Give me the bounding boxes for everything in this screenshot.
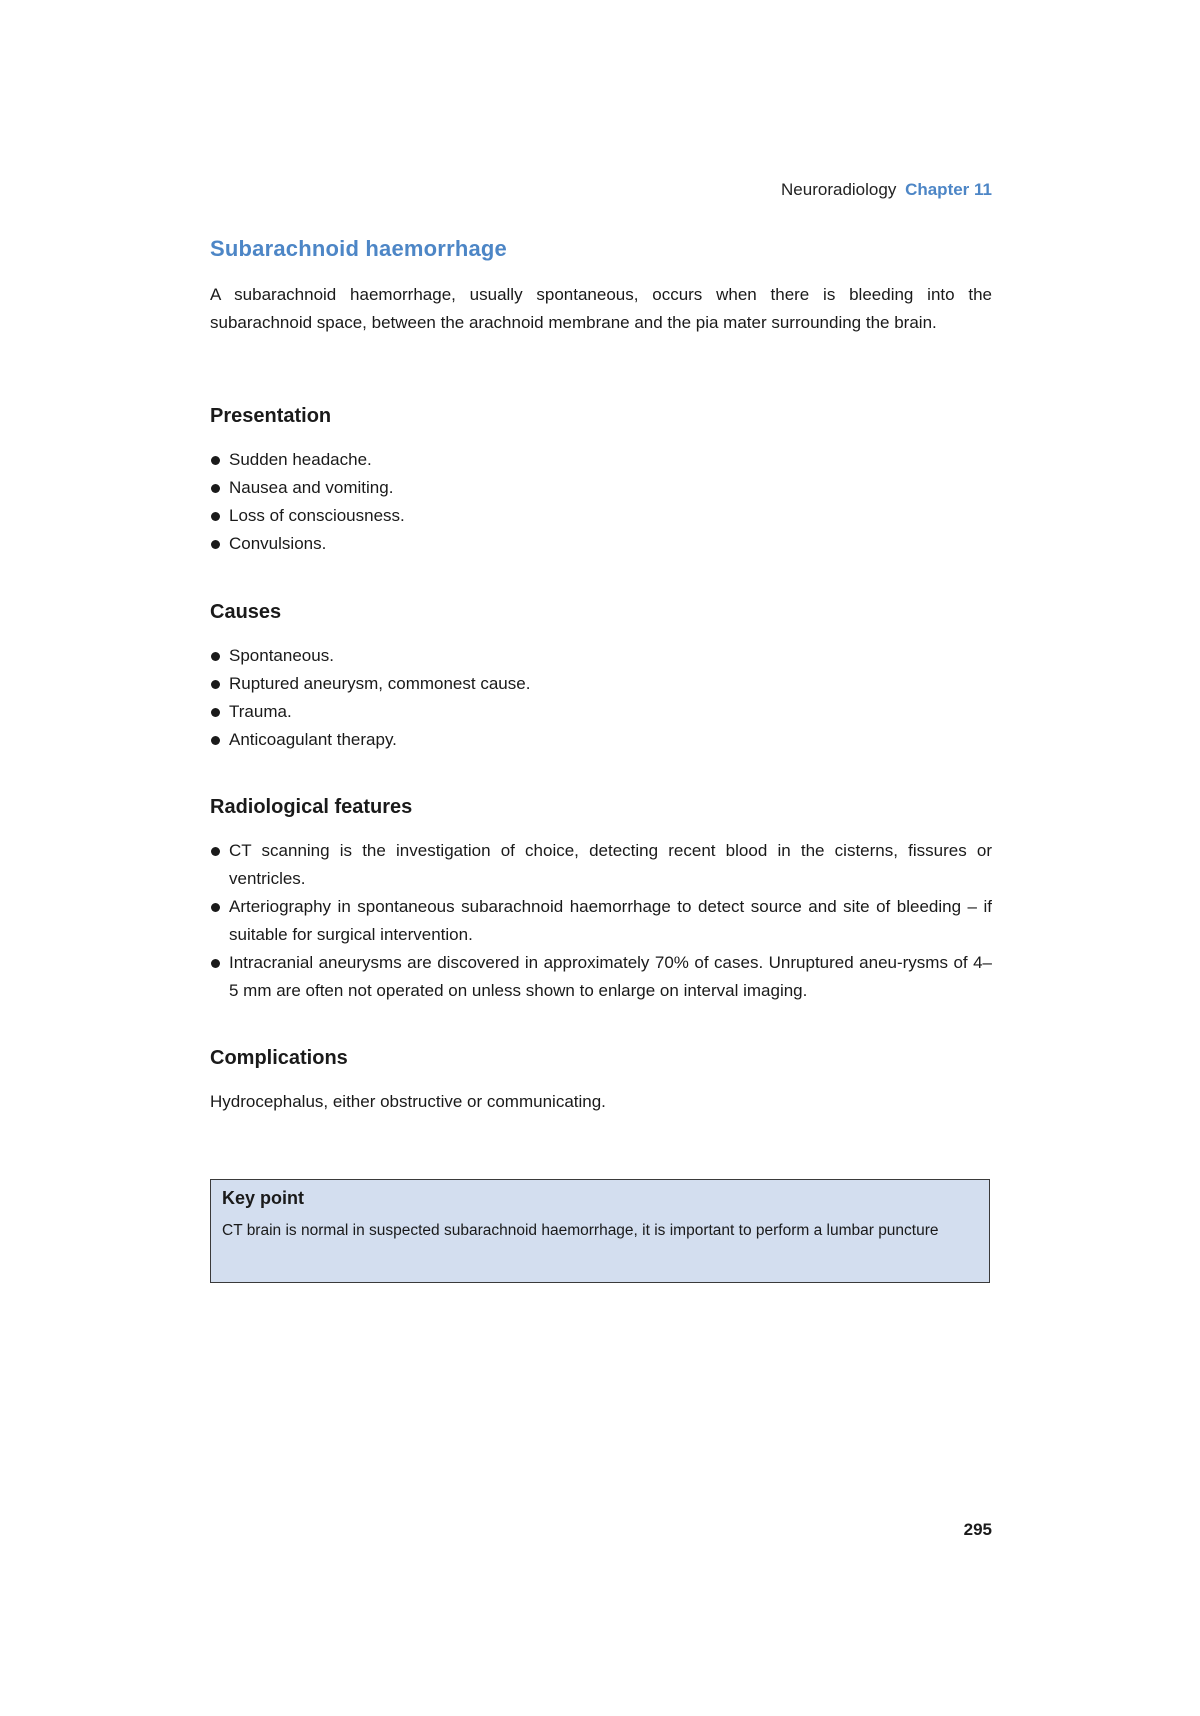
list-item (210, 698, 992, 726)
list-item-text: Trauma. (229, 702, 292, 721)
page-number: 295 (963, 1520, 992, 1539)
section-heading-presentation: Presentation (210, 405, 332, 427)
list-item (210, 530, 992, 558)
bullet-icon (211, 652, 220, 661)
list-item (210, 837, 992, 893)
complications-text: Hydrocephalus, either obstructive or communicating. (210, 1092, 606, 1111)
list-item-text: Sudden headache. (229, 450, 372, 469)
list-item-text: Anticoagulant therapy. (229, 730, 397, 749)
bullet-icon (211, 680, 220, 689)
running-head-section: Neuroradiology (781, 180, 897, 199)
key-point-title: Key point (222, 1188, 305, 1208)
section-heading-complications: Complications (210, 1047, 348, 1069)
list-item (210, 949, 992, 1005)
list-item-text: Nausea and vomiting. (229, 478, 394, 497)
bullet-icon (211, 903, 220, 912)
list-item (210, 642, 992, 670)
list-item (210, 474, 992, 502)
intro-paragraph: A subarachnoid haemorrhage, usually spontaneous, occurs when there is bleeding into the subarachnoid space, between the arachnoid membrane and the pia mater surrounding the brain. (210, 285, 992, 332)
bullet-icon (211, 708, 220, 717)
key-point-box (210, 1179, 990, 1283)
list-item-text: Loss of consciousness. (229, 506, 405, 525)
bullet-icon (211, 484, 220, 493)
section-heading-causes: Causes (210, 601, 282, 623)
list-item (210, 502, 992, 530)
list-item-text: CT scanning is the investigation of choice, detecting recent blood in the cisterns, fissures or ventricles. (229, 841, 992, 888)
bullet-icon (211, 736, 220, 745)
key-point-text: CT brain is normal in suspected subarachnoid haemorrhage, it is important to perform a lumbar puncture (222, 1222, 939, 1239)
list-item (210, 893, 992, 949)
bullet-icon (211, 847, 220, 856)
bullet-icon (211, 456, 220, 465)
list-item-text: Intracranial aneurysms are discovered in approximately 70% of cases. Unruptured aneu-rysms of 4–5 mm are often not operated on unless shown to enlarge on interval imaging. (229, 953, 992, 1000)
list-item (210, 446, 992, 474)
radiological-features-list (210, 837, 992, 1005)
bullet-icon (211, 959, 220, 968)
running-head (781, 180, 992, 200)
list-item-text: Ruptured aneurysm, commonest cause. (229, 674, 531, 693)
list-item-text: Convulsions. (229, 534, 327, 553)
list-item-text: Arteriography in spontaneous subarachnoid haemorrhage to detect source and site of bleeding – if suitable for surgical intervention. (229, 897, 992, 944)
causes-list (210, 642, 992, 754)
list-item-text: Spontaneous. (229, 646, 334, 665)
bullet-icon (211, 540, 220, 549)
list-item (210, 670, 992, 698)
section-heading-radiological-features: Radiological features (210, 796, 413, 818)
bullet-icon (211, 512, 220, 521)
page-title: Subarachnoid haemorrhage (210, 236, 507, 261)
list-item (210, 726, 992, 754)
running-head-chapter: Chapter 11 (905, 180, 992, 199)
presentation-list (210, 446, 992, 558)
